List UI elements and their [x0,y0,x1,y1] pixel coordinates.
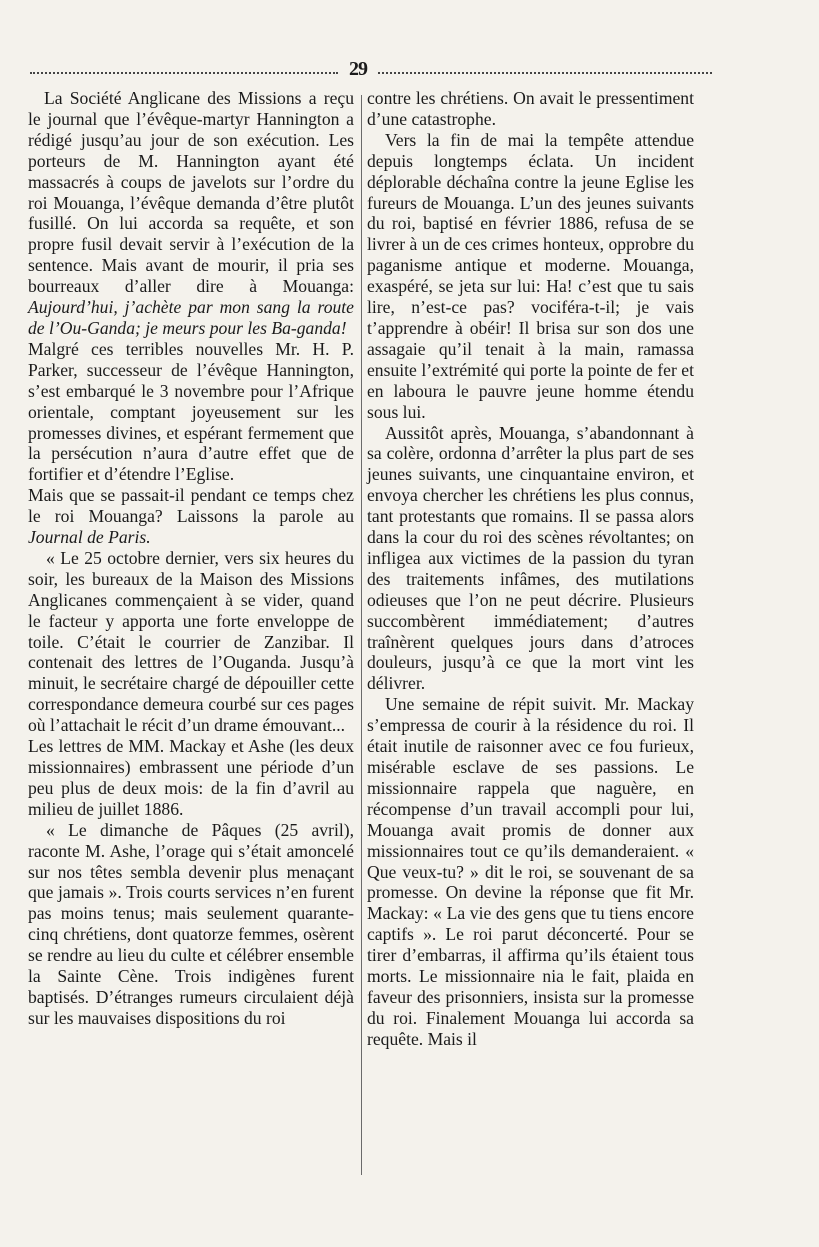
paragraph-hannington-journal [28,88,354,339]
page-header [30,58,712,82]
header-rule-right [378,72,712,74]
italic-last-words: Aujourd’hui, j’achète par mon sang la route de l’Ou-Ganda; je meurs pour les Ba-ganda! [28,297,354,338]
page-number: 29 [349,58,367,80]
paragraph-catastrophe: contre les chrétiens. On avait le pressentiment d’une catastrophe. [367,88,694,129]
paragraph-storm-breaks: Vers la fin de mai la tempête attendue depuis longtemps éclata. Un incident déplorable déchaîna contre la jeune Eglise les fureurs de Mouanga. L’un des jeunes suivants du roi, baptisé en février 1886, refusa de se livrer à un de ces crimes honteux, opprobre du paganisme antique et moderne. Mouanga, exaspéré, se jeta sur lui: Ha! c’est que tu sais lire, n’est-ce pas? vociféra-t-il; je vais t’apprendre à obéir! Il brisa sur son dos une assagaie qu’il tenait à la main, ramassa ensuite l’extrémité qui porte la pointe de fer et en laboura le pauvre jeune homme étendu sous lui. [367,129,694,422]
paragraph-mackay-ashe-letters: Les lettres de MM. Mackay et Ashe (les deux missionnaires) embrassent une période d’un peu plus de deux mois: de la fin d’avril au milieu de juillet 1886. [28,736,354,819]
paragraph-easter-sunday: « Le dimanche de Pâques (25 avril), raconte M. Ashe, l’orage qui s’était amoncelé sur nos têtes sembla devenir plus menaçant que jamais ». Trois courts services n’en furent pas moins tenus; mais seulement quarante-cinq chrétiens, dont quatorze femmes, osèrent se rendre au lieu du culte et célébrer ensemble la Sainte Cène. Trois indigènes furent baptisés. D’étranges rumeurs circulaient déjà sur les mauvaises dispositions du roi [28,819,354,1028]
paragraph-journal-de-paris [28,485,354,548]
header-rule-left [30,72,338,74]
left-column [28,88,354,1029]
italic-journal-title: Journal de Paris. [28,527,151,548]
right-column [367,88,694,1050]
column-divider [361,95,362,1175]
paragraph-october-courier: « Le 25 octobre dernier, vers six heures du soir, les bureaux de la Maison des Missions Anglicanes commençaient à se vider, quand le facteur y apporta une forte enveloppe de toile. C’était le courrier de Zanzibar. Il contenait des lettres de l’Ouganda. Jusqu’à minuit, le secrétaire chargé de dépouiller cette correspondance demeura courbé sur ces pages où l’attachait le récit d’un drame émouvant... [28,547,354,736]
paragraph-parker: Malgré ces terribles nouvelles Mr. H. P. Parker, successeur de l’évêque Hannington, s’est embarqué le 3 novembre pour l’Afrique orientale, comptant joyeusement sur les promesses divines, et espérant fermement que la persécution n’aura d’autre effet que de fortifier et d’étendre l’Eglise. [28,338,354,485]
paragraph-mackay-request: Une semaine de répit suivit. Mr. Mackay s’empressa de courir à la résidence du roi. Il était inutile de raisonner avec ce fou furieux, misérable esclave de ses passions. Le missionnaire rappela que naguère, en récompense d’un travail accompli pour lui, Mouanga avait promis de donner aux missionnaires tout ce qu’ils demanderaient. « Que veux-tu? » dit le roi, se souvenant de sa promesse. On devine la réponse que fit Mr. Mackay: « La vie des gens que tu tiens encore captifs ». Le roi parut déconcerté. Pour se tirer d’embarras, il affirma qu’ils étaient tous morts. Le missionnaire nia le fait, plaida en faveur des prisonniers, insista sur la promesse du roi. Finalement Mouanga lui accorda sa requête. Mais il [367,694,694,1049]
paragraph-text: Mais que se passait-il pendant ce temps chez le roi Mouanga? Laissons la parole au [28,485,354,527]
paragraph-arrests: Aussitôt après, Mouanga, s’abandonnant à sa colère, ordonna d’arrêter la plus part de ses jeunes suivants, une cinquantaine environ, et envoya chercher les chrétiens les plus connus, tant protestants que romains. Il se passa alors dans la cour du roi des scènes révoltantes; on infligea aux victimes de la passion du tyran des traitements infâmes, des mutilations odieuses que l’on ne peut décrire. Plusieurs succombèrent immédiatement; d’autres traînèrent quelques jours dans d’atroces douleurs, jusqu’à ce que la mort vint les délivrer. [367,422,694,694]
paragraph-text: La Société Anglicane des Missions a reçu le journal que l’évêque-martyr Hannington a rédigé jusqu’au jour de son exécution. Les porteurs de M. Hannington ayant été massacrés à coups de javelots sur l’ordre du roi Mouanga, l’évêque demanda d’être plutôt fusillé. On lui accorda sa requête, et son propre fusil devait servir à l’exécution de la sentence. Mais avant de mourir, il pria ses bourreaux d’aller dire à Mouanga: [28,88,354,297]
